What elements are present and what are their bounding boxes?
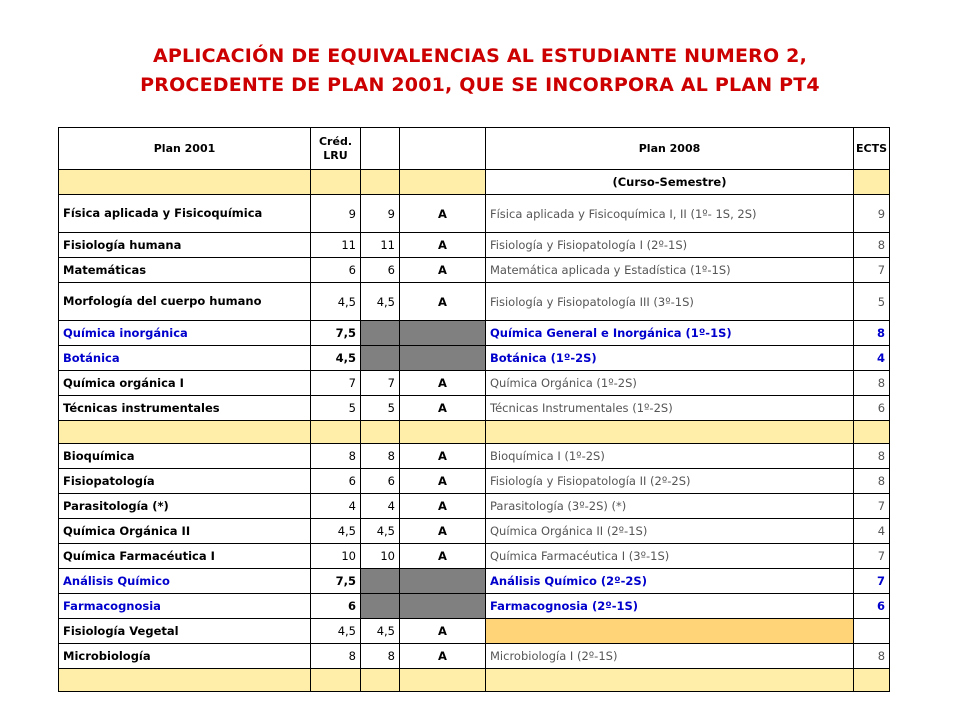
- cred2-cell: 4,5: [361, 283, 400, 321]
- cred2-cell: 8: [361, 444, 400, 469]
- table-row: [59, 283, 890, 321]
- plan2008-cell: Química Orgánica II (2º-1S): [486, 519, 854, 544]
- plan2001-cell: Fisiología Vegetal: [59, 619, 311, 644]
- plan2008-cell: Matemática aplicada y Estadística (1º-1S): [486, 258, 854, 283]
- cred-cell: 7,5: [311, 321, 361, 346]
- cred-cell: 10: [311, 544, 361, 569]
- subheader-row: [59, 170, 890, 195]
- cred2-cell: 6: [361, 258, 400, 283]
- plan2001-cell: Fisiología humana: [59, 233, 311, 258]
- plan2008-cell: Parasitología (3º-2S) (*): [486, 494, 854, 519]
- grey-cell: [361, 346, 400, 371]
- plan2008-cell-empty: [486, 619, 854, 644]
- cred2-cell: 5: [361, 396, 400, 421]
- table-row: [59, 195, 890, 233]
- curso-semestre-label: (Curso-Semestre): [486, 170, 854, 195]
- cred-cell: 5: [311, 396, 361, 421]
- table-row-pending: [59, 594, 890, 619]
- table-row: [59, 371, 890, 396]
- grey-cell: [400, 346, 486, 371]
- grey-cell: [400, 321, 486, 346]
- table-row-pending: [59, 321, 890, 346]
- cred2-cell: 8: [361, 644, 400, 669]
- title-line-1: APLICACIÓN DE EQUIVALENCIAS AL ESTUDIANTE NUMERO 2,: [153, 45, 807, 67]
- cred2-cell: 10: [361, 544, 400, 569]
- col-blank-1: [361, 128, 400, 170]
- ects-cell: 7: [854, 258, 890, 283]
- table-row: [59, 494, 890, 519]
- ects-cell: 8: [854, 469, 890, 494]
- cred-cell: 4,5: [311, 346, 361, 371]
- plan2001-cell: Técnicas instrumentales: [59, 396, 311, 421]
- empty-row: [59, 669, 890, 692]
- plan2001-cell: Morfología del cuerpo humano: [59, 283, 311, 321]
- cred2-cell: 7: [361, 371, 400, 396]
- plan2001-cell: Parasitología (*): [59, 494, 311, 519]
- plan2001-cell: Bioquímica: [59, 444, 311, 469]
- ects-cell: 8: [854, 644, 890, 669]
- ects-cell: 8: [854, 444, 890, 469]
- ects-cell: 7: [854, 494, 890, 519]
- ects-cell: 9: [854, 195, 890, 233]
- col-plan-2001: Plan 2001: [59, 128, 311, 170]
- cred-cell: 4,5: [311, 283, 361, 321]
- grey-cell: [400, 594, 486, 619]
- empty-row: [59, 421, 890, 444]
- table-row: [59, 258, 890, 283]
- table-row-pending: [59, 346, 890, 371]
- plan2001-cell: Química inorgánica: [59, 321, 311, 346]
- plan2008-cell: Química Orgánica (1º-2S): [486, 371, 854, 396]
- plan2001-cell: Microbiología: [59, 644, 311, 669]
- plan2008-cell: Fisiología y Fisiopatología III (3º-1S): [486, 283, 854, 321]
- cred-cell: 11: [311, 233, 361, 258]
- plan2001-cell: Química orgánica I: [59, 371, 311, 396]
- equivalences-table: [58, 127, 890, 692]
- plan2008-cell: Análisis Químico (2º-2S): [486, 569, 854, 594]
- table-row: [59, 444, 890, 469]
- plan2001-cell: Botánica: [59, 346, 311, 371]
- cred2-cell: 4,5: [361, 619, 400, 644]
- ects-cell: 6: [854, 594, 890, 619]
- table-row: [59, 233, 890, 258]
- cred-cell: 6: [311, 594, 361, 619]
- plan2008-cell: Física aplicada y Fisicoquímica I, II (1º- 1S, 2S): [486, 195, 854, 233]
- cred-cell: 8: [311, 444, 361, 469]
- plan2008-cell: Microbiología I (2º-1S): [486, 644, 854, 669]
- cred2-cell: 4: [361, 494, 400, 519]
- title-line-2: PROCEDENTE DE PLAN 2001, QUE SE INCORPORA AL PLAN PT4: [140, 74, 820, 96]
- plan2008-cell: Farmacognosia (2º-1S): [486, 594, 854, 619]
- plan2008-cell: Fisiología y Fisiopatología II (2º-2S): [486, 469, 854, 494]
- plan2001-cell: Farmacognosia: [59, 594, 311, 619]
- code-cell: A: [400, 644, 486, 669]
- plan2001-cell: Fisiopatología: [59, 469, 311, 494]
- cred2-cell: 6: [361, 469, 400, 494]
- cred-cell: 4,5: [311, 619, 361, 644]
- table-row: [59, 644, 890, 669]
- table-row: [59, 544, 890, 569]
- ects-cell: 8: [854, 233, 890, 258]
- table-row: [59, 519, 890, 544]
- code-cell: A: [400, 258, 486, 283]
- plan2001-cell: Química Orgánica II: [59, 519, 311, 544]
- grey-cell: [361, 321, 400, 346]
- code-cell: A: [400, 619, 486, 644]
- cred-cell: 6: [311, 469, 361, 494]
- grey-cell: [361, 594, 400, 619]
- cred-cell: 7: [311, 371, 361, 396]
- ects-cell: 6: [854, 396, 890, 421]
- code-cell: A: [400, 283, 486, 321]
- ects-cell-empty: [854, 619, 890, 644]
- table-row-pending: [59, 569, 890, 594]
- header-row: [59, 128, 890, 170]
- grey-cell: [400, 569, 486, 594]
- col-ects: ECTS: [854, 128, 890, 170]
- code-cell: A: [400, 195, 486, 233]
- table-row: [59, 619, 890, 644]
- code-cell: A: [400, 519, 486, 544]
- ects-cell: 8: [854, 371, 890, 396]
- cred-cell: 8: [311, 644, 361, 669]
- col-blank-2: [400, 128, 486, 170]
- cred-cell: 4: [311, 494, 361, 519]
- code-cell: A: [400, 233, 486, 258]
- ects-cell: 8: [854, 321, 890, 346]
- code-cell: A: [400, 396, 486, 421]
- ects-cell: 7: [854, 544, 890, 569]
- plan2008-cell: Técnicas Instrumentales (1º-2S): [486, 396, 854, 421]
- plan2001-cell: Física aplicada y Fisicoquímica: [59, 195, 311, 233]
- page-title: [0, 42, 960, 100]
- plan2008-cell: Fisiología y Fisiopatología I (2º-1S): [486, 233, 854, 258]
- table-row: [59, 469, 890, 494]
- plan2001-cell: Matemáticas: [59, 258, 311, 283]
- plan2001-cell: Análisis Químico: [59, 569, 311, 594]
- cred2-cell: 9: [361, 195, 400, 233]
- cred-cell: 6: [311, 258, 361, 283]
- plan2001-cell: Química Farmacéutica I: [59, 544, 311, 569]
- plan2008-cell: Química General e Inorgánica (1º-1S): [486, 321, 854, 346]
- ects-cell: 4: [854, 519, 890, 544]
- code-cell: A: [400, 469, 486, 494]
- grey-cell: [361, 569, 400, 594]
- cred-cell: 9: [311, 195, 361, 233]
- ects-cell: 7: [854, 569, 890, 594]
- code-cell: A: [400, 494, 486, 519]
- code-cell: A: [400, 544, 486, 569]
- plan2008-cell: Bioquímica I (1º-2S): [486, 444, 854, 469]
- code-cell: A: [400, 444, 486, 469]
- col-cred-lru: Créd. LRU: [311, 128, 361, 170]
- ects-cell: 4: [854, 346, 890, 371]
- code-cell: A: [400, 371, 486, 396]
- cred-cell: 4,5: [311, 519, 361, 544]
- plan2008-cell: Botánica (1º-2S): [486, 346, 854, 371]
- ects-cell: 5: [854, 283, 890, 321]
- col-plan-2008: Plan 2008: [486, 128, 854, 170]
- cred2-cell: 4,5: [361, 519, 400, 544]
- cred2-cell: 11: [361, 233, 400, 258]
- plan2008-cell: Química Farmacéutica I (3º-1S): [486, 544, 854, 569]
- cred-cell: 7,5: [311, 569, 361, 594]
- table-row: [59, 396, 890, 421]
